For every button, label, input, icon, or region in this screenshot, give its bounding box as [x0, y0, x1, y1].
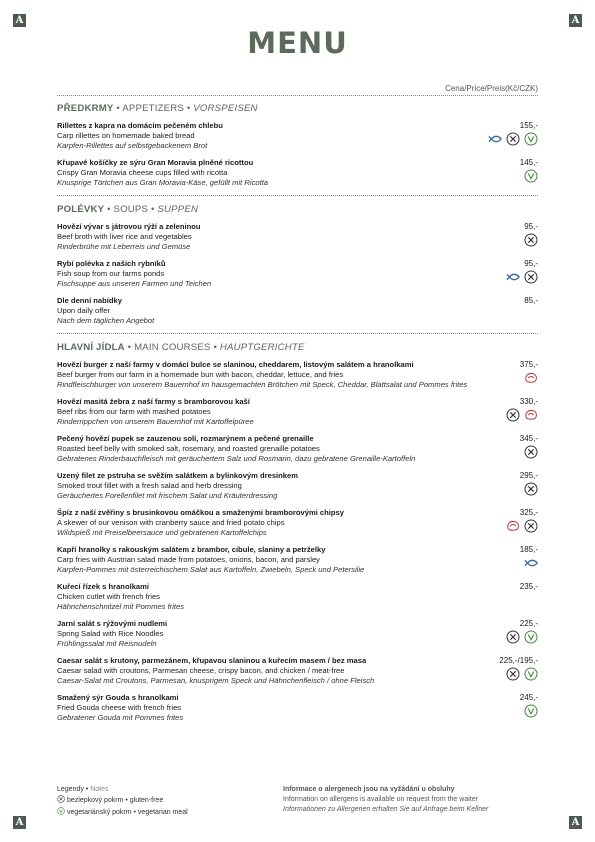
section-heading-cz: HLAVNÍ JÍDLA	[57, 342, 125, 353]
allergen-en: Information on allergens is available on request from the waiter	[283, 796, 478, 803]
gluten-free-icon	[524, 519, 538, 538]
item-name: Křupavé košíčky ze sýru Gran Moravia plněné ricottou	[57, 158, 254, 167]
legend-title-sub: Notes	[90, 786, 109, 793]
item-name: Kapří hranolky s rakouským salátem z brambor, cibule, slaniny a petrželky	[57, 545, 326, 554]
item-name-en: Beef broth with liver rice and vegetables	[57, 232, 192, 241]
meat-icon	[506, 519, 520, 538]
item-name: Špíz z naší zvěřiny s brusinkovou omáčkou a smaženými bramborovými chipsy	[57, 508, 344, 517]
item-name-de: Rinderbrühe mit Leberreis und Gemüse	[57, 242, 191, 251]
item-icons	[524, 482, 538, 501]
item-price: 95,-	[524, 222, 538, 231]
item-name-en: A skewer of our venison with cranberry sauce and fried potato chips	[57, 518, 285, 527]
gluten-free-icon	[524, 233, 538, 252]
gluten-free-icon	[506, 132, 520, 151]
price-header: Cena/Price/Preis(Kč/CZK)	[445, 84, 538, 93]
item-price: 225,-/195,-	[499, 656, 538, 665]
item-name-de: Caesar-Salat mit Croutons, Parmesan, knusprigem Speck und Hähnchenfleisch / ohne Fleisch	[57, 676, 375, 685]
menu-content	[57, 100, 538, 730]
section-heading: PŘEDKRMY • APPETIZERS • VORSPEISEN	[57, 103, 258, 114]
gluten-free-icon	[524, 482, 538, 501]
item-price: 375,-	[519, 360, 538, 369]
menu-item	[57, 508, 538, 538]
gluten-free-icon	[524, 270, 538, 289]
section-heading-en: APPETIZERS	[122, 103, 184, 114]
item-name-en: Upon daily offer	[57, 306, 111, 315]
menu-item	[57, 619, 538, 649]
section-heading-de: SUPPEN	[157, 204, 199, 215]
meat-icon	[524, 408, 538, 427]
menu-item	[57, 360, 538, 390]
item-name: Hovězí masitá žebra z naší farmy s bramborovou kaší	[57, 397, 250, 406]
item-name-de: Gebratenes Rinderbauchfleisch mit geräuchertem Salz und Rosmarin, dazu gebratene Grenaille-Kartoffeln	[57, 454, 416, 463]
section-heading-en: MAIN COURSES	[134, 342, 211, 353]
item-price: 325,-	[519, 508, 538, 517]
item-name-de: Fischsuppe aus unseren Farmen und Teichen	[57, 279, 212, 288]
item-name: Rybí polévka z našich rybníků	[57, 259, 166, 268]
item-name-de: Frühlingssalat mit Reisnudeln	[57, 639, 157, 648]
item-icons	[524, 445, 538, 464]
item-price: 95,-	[524, 259, 538, 268]
logo-top-right: A	[569, 14, 582, 27]
item-price: 225,-	[519, 619, 538, 628]
item-price: 330,-	[519, 397, 538, 406]
item-icons	[506, 519, 538, 538]
allergen-note	[283, 785, 488, 815]
item-name-en: Beef burger from our farm in a homemade bun with bacon, cheddar, lettuce, and fries	[57, 370, 344, 379]
section-heading-cz: PŘEDKRMY	[57, 103, 114, 114]
item-name-de: Wildspieß mit Preiselbeersauce und gebratenen Kartoffelchips	[57, 528, 267, 537]
fish-icon	[488, 132, 502, 151]
gluten-free-icon	[506, 630, 520, 649]
menu-item	[57, 471, 538, 501]
menu-item	[57, 656, 538, 686]
legend-gluten-free-label: bezlepkový pokrm • gluten-free	[67, 797, 164, 804]
item-icons	[524, 704, 538, 723]
menu-item	[57, 693, 538, 723]
item-price: 295,-	[519, 471, 538, 480]
menu-item	[57, 121, 538, 151]
menu-title: MENU	[247, 26, 348, 60]
item-name-de: Karpfen-Pommes mit österreichischem Salat aus Kartoffeln, Zwiebeln, Speck und Petersilie	[57, 565, 365, 574]
section-heading: POLÉVKY • SOUPS • SUPPEN	[57, 204, 199, 215]
vegetarian-icon	[524, 132, 538, 151]
section-heading-de: VORSPEISEN	[193, 103, 258, 114]
fish-icon	[524, 556, 538, 575]
item-icons	[488, 132, 538, 151]
legend-vegetarian	[57, 807, 188, 819]
item-icons	[506, 270, 538, 289]
section-divider	[57, 333, 538, 334]
item-name-de: Rindfleischburger von unserem Bauernhof im hausgemachten Brötchen mit Speck, Cheddar, Blattsalat und Pommes frites	[57, 380, 468, 389]
item-name-en: Caesar salad with croutons, Parmesan cheese, crispy bacon, and chicken / meat-free	[57, 666, 345, 675]
item-icons	[524, 169, 538, 188]
item-name: Pečený hovězí pupek se zauzenou solí, rozmarýnem a pečené grenaille	[57, 434, 314, 443]
item-name-en: Carp fries with Austrian salad made from potatoes, onions, bacon, and parsley	[57, 555, 320, 564]
item-name-de: Knusprige Törtchen aus Gran Moravia-Käse, gefüllt mit Ricotta	[57, 178, 269, 187]
section-heading-cz: POLÉVKY	[57, 204, 105, 215]
vegetarian-icon	[524, 169, 538, 188]
logo-bottom-left: A	[13, 816, 26, 829]
item-price: 345,-	[519, 434, 538, 443]
menu-item	[57, 158, 538, 188]
item-name-en: Roasted beef belly with smoked salt, rosemary, and roasted grenaille potatoes	[57, 444, 320, 453]
menu-item	[57, 434, 538, 464]
item-name-de: Nach dem täglichen Angebot	[57, 316, 155, 325]
legend-gluten-free	[57, 795, 188, 807]
item-icons	[506, 667, 538, 686]
item-icons	[506, 408, 538, 427]
item-name-de: Hähnchenschnitzel mit Pommes frites	[57, 602, 185, 611]
item-name-en: Fried Gouda cheese with french fries	[57, 703, 182, 712]
legend-heading: Legendy • Notes	[57, 786, 109, 793]
item-name-en: Chicken cutlet with french fries	[57, 592, 160, 601]
fish-icon	[506, 270, 520, 289]
legend-vegetarian-label: vegetariánský pokrm • vegetarian meal	[67, 809, 188, 816]
menu-item	[57, 397, 538, 427]
menu-item	[57, 582, 538, 612]
item-name-de: Karpfen-Rillettes auf selbstgebackenem Brot	[57, 141, 208, 150]
item-name: Caesar salát s krutony, parmezánem, křupavou slaninou a kuřecím masem / bez masa	[57, 656, 367, 665]
divider	[57, 95, 538, 96]
item-icons	[524, 233, 538, 252]
item-name: Dle denní nabídky	[57, 296, 122, 305]
menu-item	[57, 545, 538, 575]
legend-title: Legendy	[57, 786, 84, 793]
menu-item	[57, 222, 538, 252]
vegetarian-icon	[524, 667, 538, 686]
allergen-de: Informationen zu Allergenen erhalten Sie auf Anfrage beim Kellner	[283, 806, 489, 813]
vegetarian-icon	[524, 630, 538, 649]
item-price: 155,-	[519, 121, 538, 130]
item-name: Smažený sýr Gouda s hranolkami	[57, 693, 179, 702]
item-name-en: Fish soup from our farms ponds	[57, 269, 165, 278]
item-name-de: Rinderrippchen von unserem Bauernhof mit Kartoffelpüree	[57, 417, 254, 426]
item-price: 185,-	[519, 545, 538, 554]
meat-icon	[524, 371, 538, 390]
legend	[57, 785, 188, 819]
item-name-en: Crispy Gran Moravia cheese cups filled with ricotta	[57, 168, 228, 177]
section-heading-en: SOUPS	[113, 204, 149, 215]
gluten-free-icon	[57, 795, 65, 807]
allergen-cz: Informace o alergenech jsou na vyžádání u obsluhy	[283, 786, 455, 793]
item-name: Kuřecí řízek s hranolkami	[57, 582, 150, 591]
menu-item	[57, 296, 538, 326]
section-divider	[57, 195, 538, 196]
item-name: Hovězí burger z naší farmy v domácí bulce se slaninou, cheddarem, listovým salátem a hranolkami	[57, 360, 414, 369]
vegetarian-icon	[524, 704, 538, 723]
item-price: 145,-	[519, 158, 538, 167]
item-name-de: Geräuchertes Forellenfilet mit frischem Salat und Kräuterdressing	[57, 491, 278, 500]
item-icons	[524, 371, 538, 390]
menu-item	[57, 259, 538, 289]
item-price: 245,-	[519, 693, 538, 702]
item-price: 235,-	[519, 582, 538, 591]
item-name-en: Carp rillettes on homemade baked bread	[57, 131, 195, 140]
item-name: Uzený filet ze pstruha se svěžím salátkem a bylinkovým dresinkem	[57, 471, 298, 480]
item-icons	[524, 556, 538, 575]
logo-top-left: A	[13, 14, 26, 27]
item-name-en: Beef ribs from our farm with mashed potatoes	[57, 407, 211, 416]
item-name-en: Spring Salad with Rice Noodles	[57, 629, 164, 638]
item-name-en: Smoked trout fillet with a fresh salad and herb dressing	[57, 481, 242, 490]
item-name: Jarní salát s rýžovými nudlemi	[57, 619, 168, 628]
item-price: 85,-	[524, 296, 538, 305]
gluten-free-icon	[506, 667, 520, 686]
item-icons	[506, 630, 538, 649]
item-name: Hovězí vývar s játrovou rýží a zeleninou	[57, 222, 201, 231]
item-name: Rillettes z kapra na domácím pečeném chlebu	[57, 121, 223, 130]
section-heading-de: HAUPTGERICHTE	[219, 342, 305, 353]
gluten-free-icon	[506, 408, 520, 427]
item-name-de: Gebratener Gouda mit Pommes frites	[57, 713, 184, 722]
vegetarian-icon	[57, 807, 65, 819]
section-heading: HLAVNÍ JÍDLA • MAIN COURSES • HAUPTGERICHTE	[57, 342, 305, 353]
logo-bottom-right: A	[569, 816, 582, 829]
gluten-free-icon	[524, 445, 538, 464]
